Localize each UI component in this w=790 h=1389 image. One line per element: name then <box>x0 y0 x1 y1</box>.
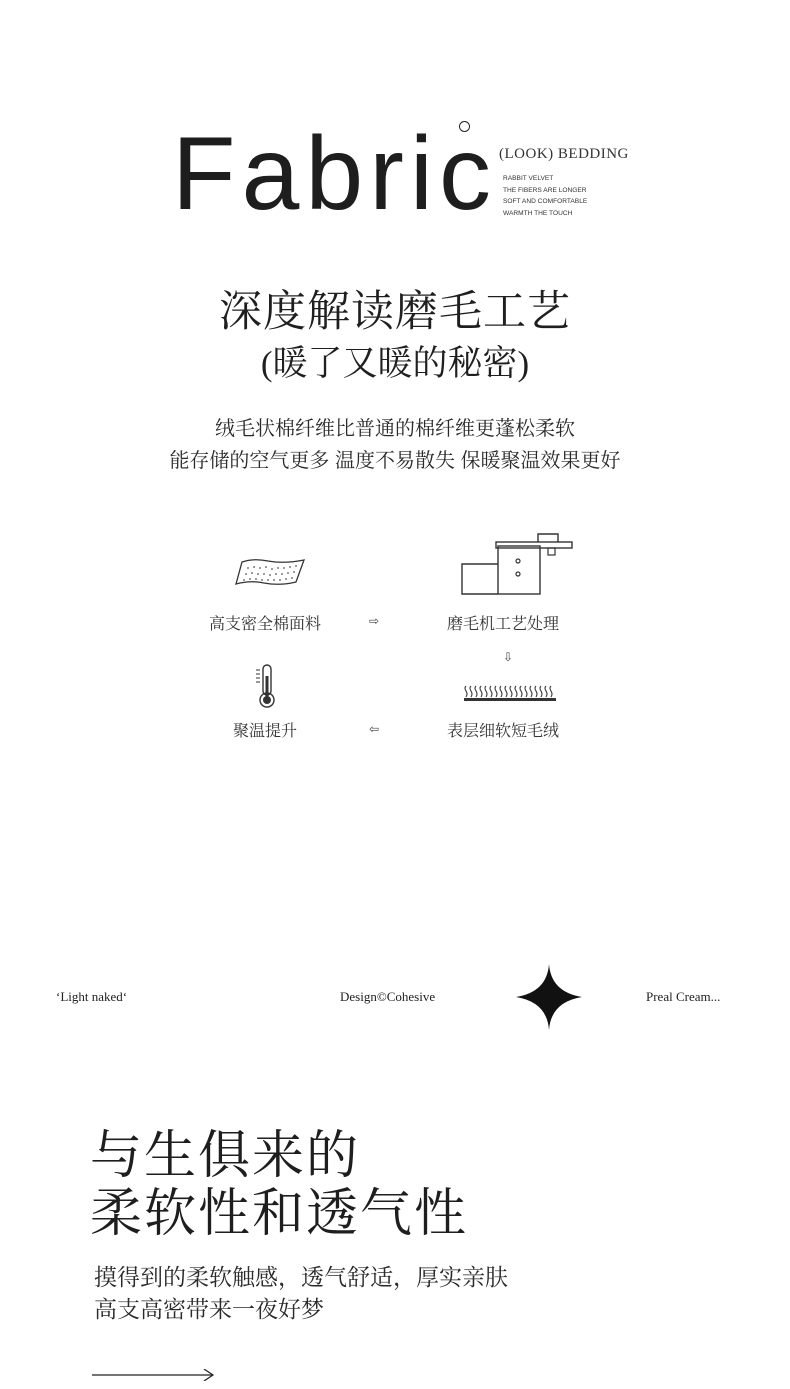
circle-ornament-icon <box>459 121 470 132</box>
section-title: 深度解读磨毛工艺 <box>219 289 571 336</box>
step-label: 聚温提升 <box>232 723 297 740</box>
marquee-item: Preal Cream... <box>646 989 721 1004</box>
brand-tagline: SOFT AND COMFORTABLE <box>503 198 588 206</box>
brand-tagline-list <box>503 173 587 219</box>
step-label: 表层细软短毛绒 <box>446 723 559 740</box>
left-arrow-icon: ⇦ <box>369 722 380 736</box>
thermometer-icon <box>254 662 278 715</box>
description-line-1: 绒毛状棉纤维比普通的棉纤维更蓬松柔软 <box>215 418 575 440</box>
step-label: 磨毛机工艺处理 <box>446 616 559 633</box>
four-point-star-icon <box>514 962 584 1037</box>
description-line-2: 能存储的空气更多 温度不易散失 保暖聚温效果更好 <box>169 450 621 472</box>
marquee-item: Design©Cohesive <box>340 989 436 1004</box>
down-arrow-icon: ⇩ <box>503 650 514 664</box>
feature-description-line: 摸得到的柔软触感，透气舒适，厚实亲肤 <box>94 1265 508 1290</box>
marquee-item: ‘Light naked‘ <box>56 989 128 1004</box>
section-subtitle: (暖了又暖的秘密) <box>260 344 530 383</box>
brand-tag: (LOOK) BEDDING <box>499 146 629 162</box>
brand-tagline: RABBIT VELVET <box>503 175 554 182</box>
brand-tagline: WARMTH THE TOUCH <box>503 209 573 217</box>
feature-title-line: 柔软性和透气性 <box>90 1186 469 1243</box>
brand-tagline: THE FIBERS ARE LONGER <box>503 186 587 194</box>
fabric-wordmark: Fabric <box>172 116 497 232</box>
feature-title <box>90 1128 468 1244</box>
short-fleece-icon <box>463 685 557 708</box>
step-label: 高支密全棉面料 <box>208 616 321 633</box>
feature-description-line: 高支高密带来一夜好梦 <box>94 1297 324 1322</box>
brushing-machine-icon <box>458 530 576 601</box>
fabric-sheet-icon <box>234 556 308 595</box>
feature-description <box>94 1262 508 1326</box>
right-arrow-icon: ⇨ <box>369 614 380 628</box>
feature-title-line: 与生俱来的 <box>90 1128 361 1185</box>
